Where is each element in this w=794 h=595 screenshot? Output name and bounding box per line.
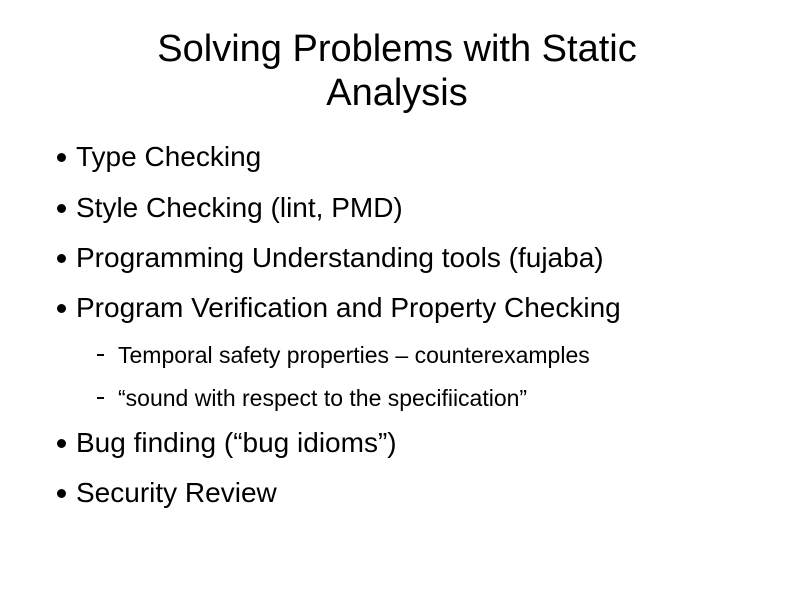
bullet-dot-icon [57,439,66,448]
sub-bullet-text: “sound with respect to the specifiication” [118,385,528,411]
slide-title-line-1: Solving Problems with Static [157,28,637,70]
bullet-text: Security Review [76,477,277,508]
bullet-dot-icon [57,304,66,313]
bullet-text: Bug finding (“bug idioms”) [76,427,397,458]
bullet-text: Style Checking (lint, PMD) [76,192,403,223]
bullet-dot-icon [57,153,66,162]
dash-icon [97,397,104,399]
bullet-text: Type Checking [76,141,262,172]
bullet-text: Programming Understanding tools (fujaba) [76,242,604,273]
bullet-dot-icon [57,204,66,213]
dash-icon [97,354,104,356]
slide-title-line-2: Analysis [326,72,468,114]
bullet-text: Program Verification and Property Checking [76,292,621,323]
bullet-dot-icon [57,254,66,263]
sub-bullet-text: Temporal safety properties – counterexamples [118,342,590,368]
bullet-dot-icon [57,489,66,498]
